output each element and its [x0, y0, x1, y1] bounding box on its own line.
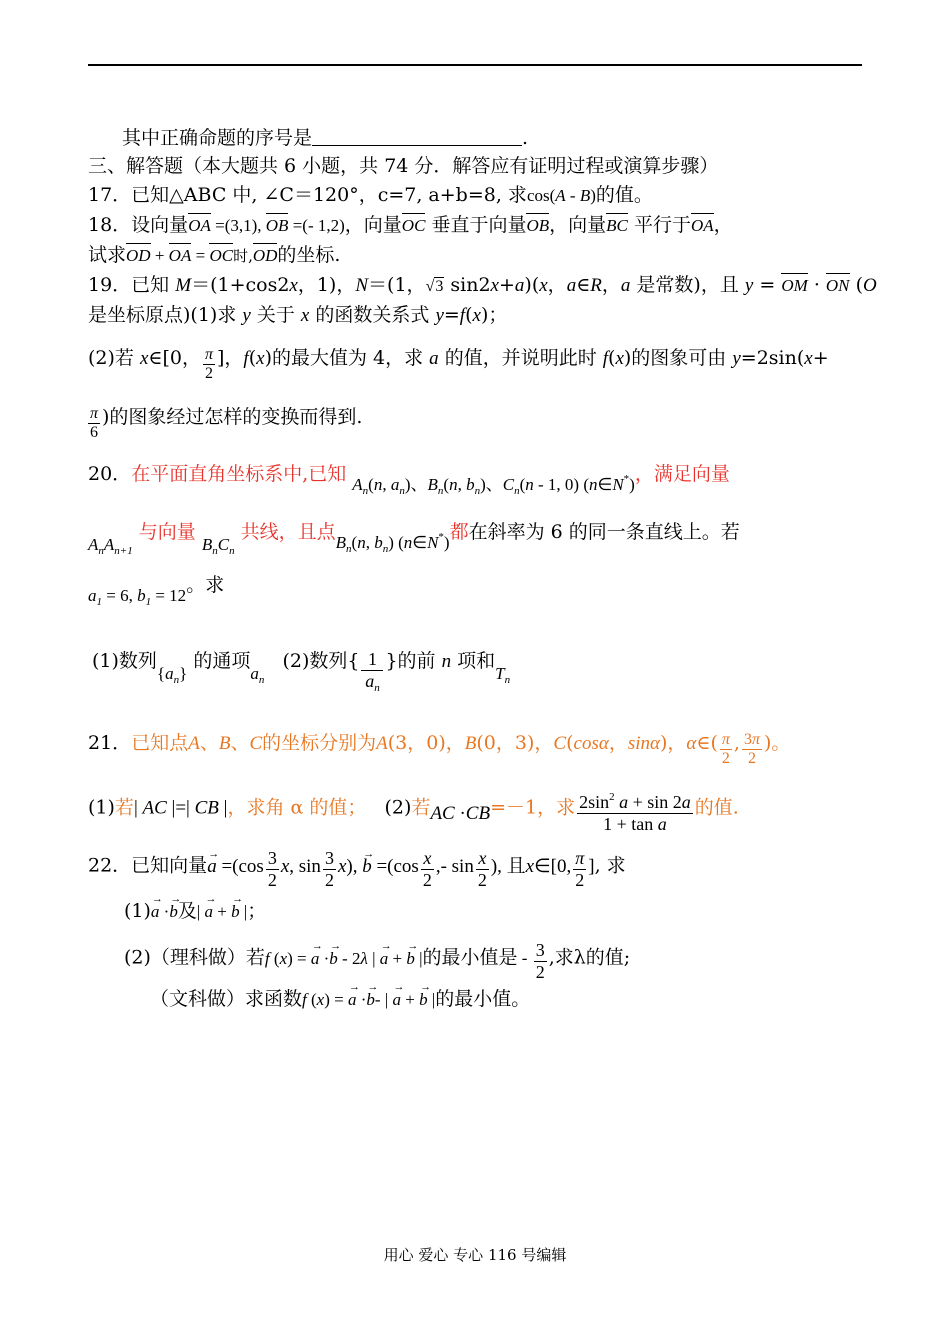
- answer-blank: [312, 127, 522, 146]
- header-rule: [88, 64, 862, 66]
- question-20-line2: $A_nA_{n+1}$ 与向量 $B_nC_n$ 共线，且点$B_n(n$, $b_n$) (n∈N*)都在斜率为 6 的同一条直线上。若: [88, 521, 740, 557]
- question-18-line1: 18．设向量OA =(3,1), OB =(- 1,2)，向量OC 垂直于向量OB，向量BC 平行于OA，: [88, 212, 733, 239]
- question-19-line1: 19．已知 M＝(1+cos2x，1)，N＝(1，√3 sin2x+a)(x，a∈R，a 是常数)，且 y = OM · ON (O: [88, 272, 877, 300]
- page-footer: 用心 爱心 专心 116 号编辑: [383, 1246, 567, 1264]
- question-17: 17．已知△ABC 中, ∠C＝120°，c=7, a+b=8, 求cos(A - B)的值。: [88, 184, 653, 206]
- question-19-line2: 是坐标原点)(1)求 y 关于 x 的函数关系式 y=f(x)；: [88, 304, 508, 326]
- question-22-line1: 22．已知向量→ a =(cos $\frac{3}{2}$ x, sin $\frac{3}{2}$ x), → b =(cos $\frac{x}{2}$ ,- sin $\frac{x}{2}$ ), 且x∈[0, $\frac{\pi}{2}$ ], 求: [88, 848, 626, 890]
- question-20-line1: 20．在平面直角坐标系中,已知 $A_n(n$, $a_n$)、$B_n(n$, $b_n$)、$C_n(n - 1$, 0) (n∈N*)，满足向量: [88, 463, 730, 497]
- question-21-line2: (1)若| AC |=| CB |，求角 α 的值； (2)若AC ·CB=－1，求 $\frac{2\sin^2 a + \sin 2a}{\text{1 + tan a}}$ 的值.: [88, 791, 739, 834]
- question-22-part3: （文科做）求函数f (x) = → a ·→ b- | → a + → b |的最小值。: [150, 986, 530, 1013]
- question-20-parts: (1)数列$\{a_n\}$ 的通项$a_n$ (2)数列{ $\frac{1}{a_n}$ }的前 n 项和$T_n$: [92, 649, 511, 694]
- question-20-line3: $a_1 = 6$, $b_1 = 12$。求: [88, 574, 225, 608]
- question-19-line3: (2)若 x∈[0， $\frac{\pi}{2}$ ]，f(x)的最大值为 4，求 a 的值，并说明此时 f(x)的图象可由 y=2sin(x+: [88, 345, 829, 382]
- question-19-line4: $\frac{\pi}{6}$ )的图象经过怎样的变换而得到.: [90, 404, 363, 441]
- question-22-part2: (2)（理科做）若f (x) = → a ·→ b - 2λ | → a + → b |的最小值是 - $\frac{3}{2}$ ,求λ的值;: [124, 940, 630, 982]
- question-18-line2: 试求OD + OA = OC时,OD的坐标.: [88, 242, 340, 269]
- fill-blank-line: 其中正确命题的序号是 .: [122, 127, 529, 149]
- question-22-part1: (1)→ a ·→ b及| → a + → b |；: [124, 898, 266, 925]
- question-21-line1: 21．已知点A、B、C的坐标分别为A(3，0)，B(0，3)，C(cosα，sinα)，α∈( $\frac{\pi}{2}$ , $\frac{3\pi}{2}$ )。: [88, 730, 791, 767]
- section-heading: 三、解答题（本大题共 6 小题，共 74 分．解答应有证明过程或演算步骤）: [88, 155, 719, 177]
